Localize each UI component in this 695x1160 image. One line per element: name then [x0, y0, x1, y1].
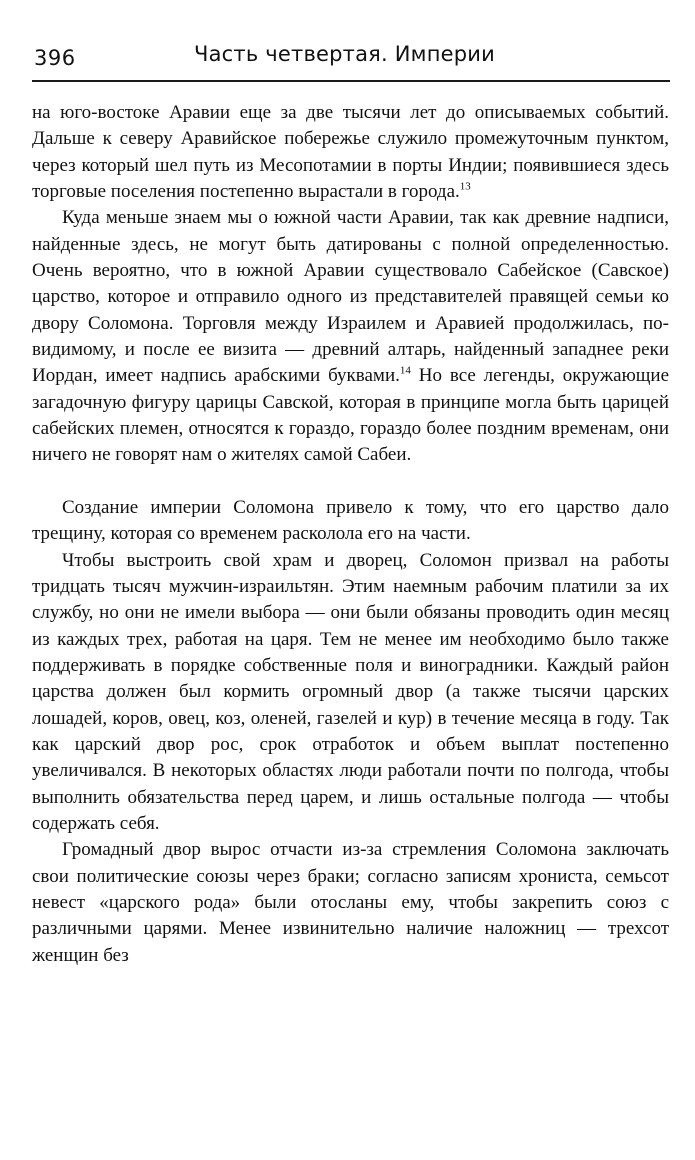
footnote-marker: 14 — [399, 365, 411, 378]
paragraph — [32, 548, 669, 838]
paragraph-text: Громадный двор вырос отчасти из-за стремления Соломона заключать свои политические союзы через браки; согласно записям хрониста, семьсот невест «царского рода» были отосланы ему, чтобы закрепить союз с различными царями. Менее извинительно наличие наложниц — трехсот женщин без — [32, 839, 669, 966]
running-title: Часть четвертая. Империи — [194, 42, 495, 66]
page-number: 396 — [34, 46, 76, 70]
paragraph — [32, 100, 669, 205]
footnote-marker: 13 — [459, 180, 471, 193]
paragraph — [32, 205, 669, 468]
page-header — [32, 40, 670, 82]
paragraph-text-continued: Но все легенды, окружающие загадочную фигуру царицы Савской, которая в принципе могла быть царицей сабейских племен, относятся к гораздо, гораздо более поздним временам, они ничего не говорят нам о жителях самой Сабеи. — [32, 365, 669, 466]
paragraph — [32, 837, 669, 969]
paragraph-text: Чтобы выстроить свой храм и дворец, Соломон призвал на работы тридцать тысяч мужчин-израильтян. Этим наемным рабочим платили за их службу, но они не имели выбора — они были обязаны проводить один месяц из каждых трех, работая на царя. Тем не менее им необходимо было также поддерживать в порядке собственные поля и виноградники. Каждый район царства должен был кормить огромный двор (а также тысячи царских лошадей, коров, овец, коз, оленей, газелей и кур) в течение месяца в году. Так как царский двор рос, срок отработок и объем выплат постепенно увеличивался. В некоторых областях люди работали почти по полгода, чтобы выполнить обязательства перед царем, и лишь остальные полгода — чтобы содержать себя. — [32, 549, 669, 834]
paragraph-text: Создание империи Соломона привело к тому, что его царство дало трещину, которая со временем расколола его на части. — [32, 496, 669, 545]
paragraph — [32, 495, 669, 548]
paragraph-text: Куда меньше знаем мы о южной части Аравии, так как древние надписи, найденные здесь, не могут быть датированы с полной определенностью. Очень вероятно, что в южной Аравии существовало Сабейское (Савское) царство, которое и отправило одного из представителей правящей семьи ко двору Соломона. Торговля между Израилем и Аравией продолжилась, по-видимому, и после ее визита — древний алтарь, найденный западнее реки Иордан, имеет надпись арабскими буквами. — [32, 207, 669, 387]
paragraph-text: на юго-востоке Аравии еще за две тысячи лет до описываемых событий. Дальше к северу Аравийское побережье служило промежуточным пунктом, через который шел путь из Месопотамии в порты Индии; появившиеся здесь торговые поселения постепенно вырастали в города. — [32, 102, 669, 203]
body-text — [32, 100, 669, 969]
